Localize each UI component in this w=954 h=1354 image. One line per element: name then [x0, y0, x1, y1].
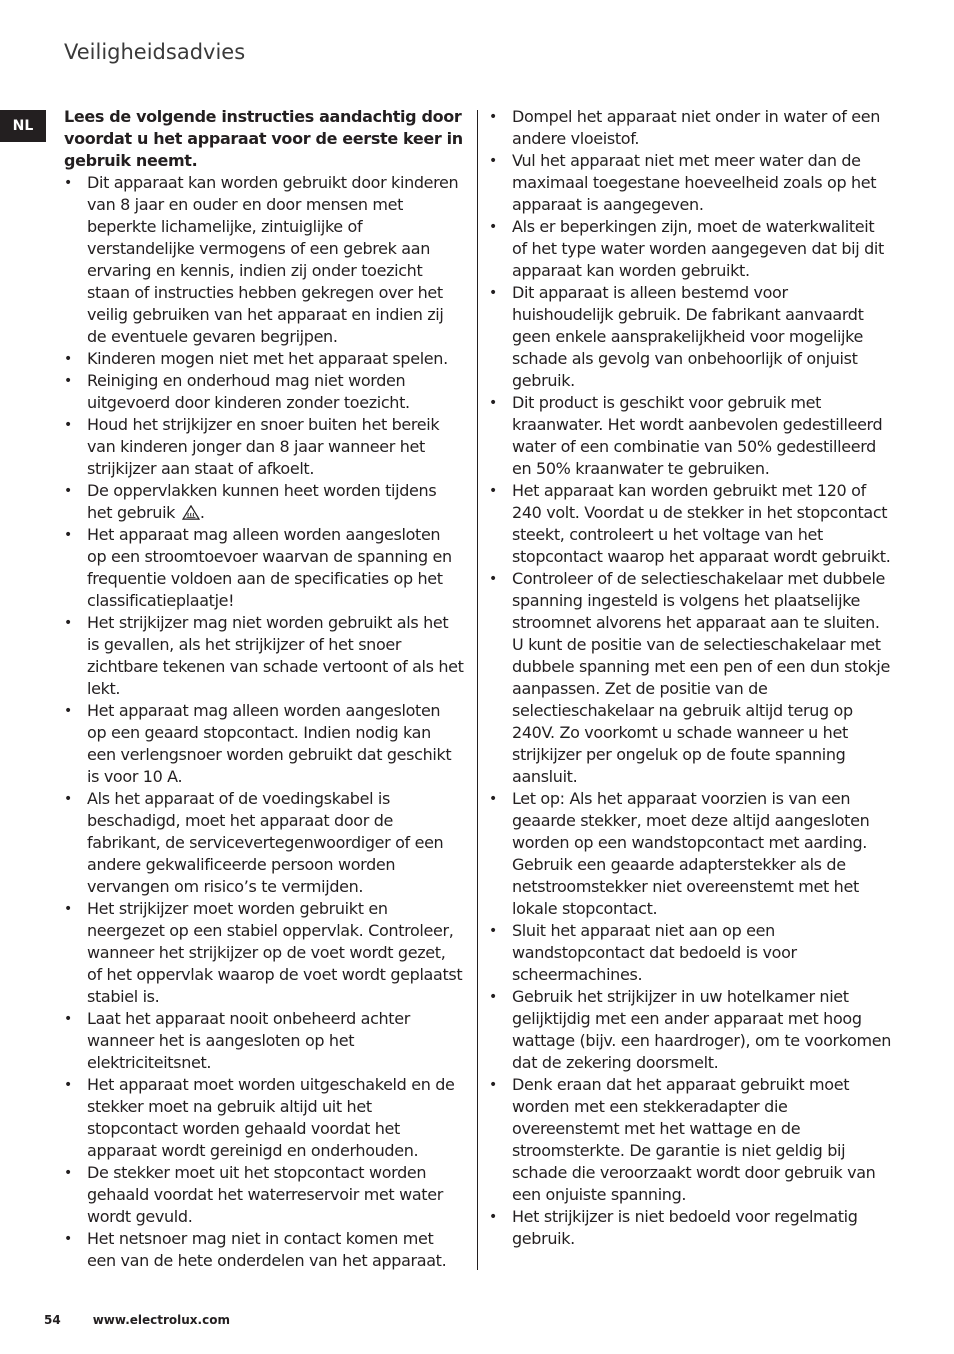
list-item: • Het strijkijzer is niet bedoeld voor regelmatig gebruik. [489, 1206, 893, 1250]
website-link[interactable]: www.electrolux.com [92, 1313, 230, 1327]
list-item: • De stekker moet uit het stopcontact worden gehaald voordat het waterreservoir met water wordt gevuld. [64, 1162, 464, 1228]
list-item-hot-surface: • De oppervlakken kunnen heet worden tijdens het gebruik . [64, 480, 464, 524]
hot-surface-warning-icon [182, 505, 200, 520]
page-title: Veiligheidsadvies [64, 40, 246, 64]
list-item: • Als het apparaat of de voedingskabel is beschadigd, moet het apparaat door de fabrikant, de servicevertegenwoordiger of een andere gekwalificeerde persoon worden vervangen om risico’s te vermijden. [64, 788, 464, 898]
list-item: • Dit apparaat kan worden gebruikt door kinderen van 8 jaar en ouder en door mensen met beperkte lichamelijke, zintuiglijke of verstandelijke vermogens of een gebrek aan ervaring en kennis, indien zij onder toezicht staan of instructies hebben gekregen over het veilig gebruiken van het apparaat en indien zij de eventuele gevaren begrijpen. [64, 172, 464, 348]
list-item: • Dit apparaat is alleen bestemd voor huishoudelijk gebruik. De fabrikant aanvaardt geen enkele aansprakelijkheid voor mogelijke schade als gevolg van onbehoorlijk of onjuist gebruik. [489, 282, 893, 392]
list-item: • Het apparaat kan worden gebruikt met 120 of 240 volt. Voordat u de stekker in het stopcontact steekt, controleert u het voltage van het stopcontact waarop het apparaat wordt gebruikt. [489, 480, 893, 568]
right-column [489, 106, 893, 1250]
language-tab: NL [0, 110, 46, 142]
list-item: • Het netsnoer mag niet in contact komen met een van de hete onderdelen van het apparaat. [64, 1228, 464, 1272]
list-item: • Het apparaat mag alleen worden aangesloten op een geaard stopcontact. Indien nodig kan een verlengsnoer worden gebruikt dat geschikt is voor 10 A. [64, 700, 464, 788]
page-footer [44, 1313, 230, 1327]
list-item: • Het strijkijzer mag niet worden gebruikt als het is gevallen, als het strijkijzer of het snoer zichtbare tekenen van schade vertoont of als het lekt. [64, 612, 464, 700]
page-number: 54 [44, 1313, 61, 1327]
left-column [64, 106, 464, 1272]
list-item: • Vul het apparaat niet met meer water dan de maximaal toegestane hoeveelheid zoals op het apparaat is aangegeven. [489, 150, 893, 216]
list-item: • Dit product is geschikt voor gebruik met kraanwater. Het wordt aanbevolen gedestilleerd water of een combinatie van 50% gedestilleerd en 50% kraanwater te gebruiken. [489, 392, 893, 480]
list-item: • Als er beperkingen zijn, moet de waterkwaliteit of het type water worden aangegeven dat bij dit apparaat kan worden gebruikt. [489, 216, 893, 282]
list-item: • Reiniging en onderhoud mag niet worden uitgevoerd door kinderen zonder toezicht. [64, 370, 464, 414]
left-bullet-list [64, 172, 464, 1272]
list-item: • Het apparaat mag alleen worden aangesloten op een stroomtoevoer waarvan de spanning en frequentie voldoen aan de specificaties op het classificatieplaatje! [64, 524, 464, 612]
list-item: • Houd het strijkijzer en snoer buiten het bereik van kinderen jonger dan 8 jaar wanneer het strijkijzer aan staat of afkoelt. [64, 414, 464, 480]
column-divider [477, 110, 478, 1270]
list-item: • Gebruik het strijkijzer in uw hotelkamer niet gelijktijdig met een ander apparaat met hoog wattage (bijv. een haardroger), om te voorkomen dat de zekering doorsmelt. [489, 986, 893, 1074]
list-item: • Sluit het apparaat niet aan op een wandstopcontact dat bedoeld is voor scheermachines. [489, 920, 893, 986]
list-item: • Denk eraan dat het apparaat gebruikt moet worden met een stekkeradapter die overeenstemt met het wattage en de stroomsterkte. De garantie is niet geldig bij schade die veroorzaakt wordt door gebruik van een onjuiste spanning. [489, 1074, 893, 1206]
list-item: • Het apparaat moet worden uitgeschakeld en de stekker moet na gebruik altijd uit het stopcontact worden gehaald voordat het apparaat wordt gereinigd en onderhouden. [64, 1074, 464, 1162]
list-item-text: De oppervlakken kunnen heet worden tijdens het gebruik [87, 481, 437, 522]
list-item: • Dompel het apparaat niet onder in water of een andere vloeistof. [489, 106, 893, 150]
list-item: • Let op: Als het apparaat voorzien is van een geaarde stekker, moet deze altijd aangesloten worden op een wandstopcontact met aarding. Gebruik een geaarde adapterstekker als de netstroomstekker niet overeenstemt met het lokale stopcontact. [489, 788, 893, 920]
list-item: • Het strijkijzer moet worden gebruikt en neergezet op een stabiel oppervlak. Controleer, wanneer het strijkijzer op de voet wordt gezet, of het oppervlak waarop de voet wordt geplaatst stabiel is. [64, 898, 464, 1008]
list-item: • Laat het apparaat nooit onbeheerd achter wanneer het is aangesloten op het elektriciteitsnet. [64, 1008, 464, 1074]
right-bullet-list [489, 106, 893, 1250]
list-item: • Controleer of de selectieschakelaar met dubbele spanning ingesteld is volgens het plaatselijke stroomnet alvorens het apparaat aan te sluiten. U kunt de positie van de selectieschakelaar met dubbele spanning met een pen of een dun stokje aanpassen. Zet de positie van de selectieschakelaar na gebruik altijd terug op 240V. Zo voorkomt u schade wanneer u het strijkijzer per ongeluk op de foute spanning aansluit. [489, 568, 893, 788]
intro-text: Lees de volgende instructies aandachtig door voordat u het apparaat voor de eerste keer in gebruik neemt. [64, 107, 463, 170]
list-item: • Kinderen mogen niet met het apparaat spelen. [64, 348, 464, 370]
